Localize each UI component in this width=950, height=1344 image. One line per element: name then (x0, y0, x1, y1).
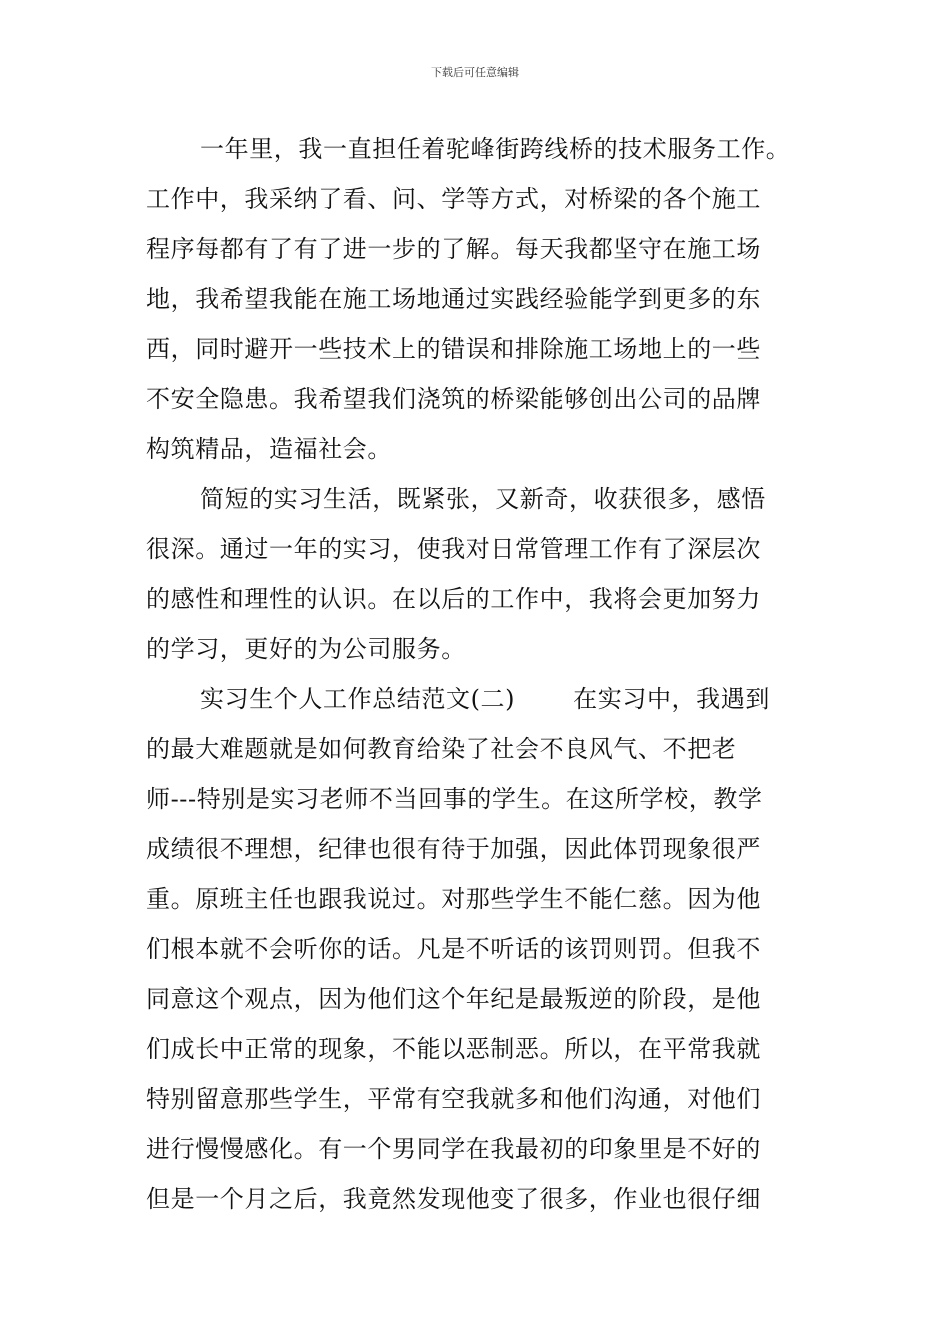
text-line: 很深。通过一年的实习，使我对日常管理工作有了深层次 (146, 535, 761, 563)
text-line: 但是一个月之后，我竟然发现他变了很多，作业也很仔细 (146, 1185, 761, 1213)
paragraph-2 (146, 474, 826, 674)
text-line: 构筑精品，造福社会。 (146, 435, 392, 463)
text-line: 进行慢慢感化。有一个男同学在我最初的印象里是不好的 (146, 1135, 761, 1163)
text-line: 地，我希望我能在施工场地通过实践经验能学到更多的东 (146, 285, 761, 313)
text-line: 同意这个观点，因为他们这个年纪是最叛逆的阶段，是他 (146, 985, 761, 1013)
text-line: 工作中，我采纳了看、问、学等方式，对桥梁的各个施工 (146, 185, 761, 213)
page-header: 下载后可任意编辑 (431, 66, 519, 79)
text-line: 成绩很不理想，纪律也很有待于加强，因此体罚现象很严 (146, 835, 761, 863)
text-line: 重。原班主任也跟我说过。对那些学生不能仁慈。因为他 (146, 885, 761, 913)
paragraph-3 (146, 674, 826, 1224)
text-line: 一年里，我一直担任着驼峰街跨线桥的技术服务工作。 (200, 135, 791, 163)
text-line: 的最大难题就是如何教育给染了社会不良风气、不把老 (146, 735, 737, 763)
text-line: 不安全隐患。我希望我们浇筑的桥梁能够创出公司的品牌 (146, 385, 761, 413)
text-line: 的感性和理性的认识。在以后的工作中，我将会更加努力 (146, 585, 761, 613)
text-line: 师---特别是实习老师不当回事的学生。在这所学校，教学 (146, 785, 763, 813)
text-line: 程序每都有了有了进一步的了解。每天我都坚守在施工场 (146, 235, 761, 263)
text-line: 简短的实习生活，既紧张，又新奇，收获很多，感悟 (200, 485, 766, 513)
text-line: 的学习，更好的为公司服务。 (146, 635, 466, 663)
document-body (146, 124, 826, 1224)
text-line: 西，同时避开一些技术上的错误和排除施工场地上的一些 (146, 335, 761, 363)
section-title: 实习生个人工作总结范文(二) (200, 685, 516, 713)
text-line: 们成长中正常的现象，不能以恶制恶。所以，在平常我就 (146, 1035, 761, 1063)
text-line: 特别留意那些学生，平常有空我就多和他们沟通，对他们 (146, 1085, 761, 1113)
section-title-line (146, 674, 826, 724)
text-line: 们根本就不会听你的话。凡是不听话的该罚则罚。但我不 (146, 935, 761, 963)
section-first-text: 在实习中，我遇到 (573, 685, 770, 713)
paragraph-1 (146, 124, 826, 474)
